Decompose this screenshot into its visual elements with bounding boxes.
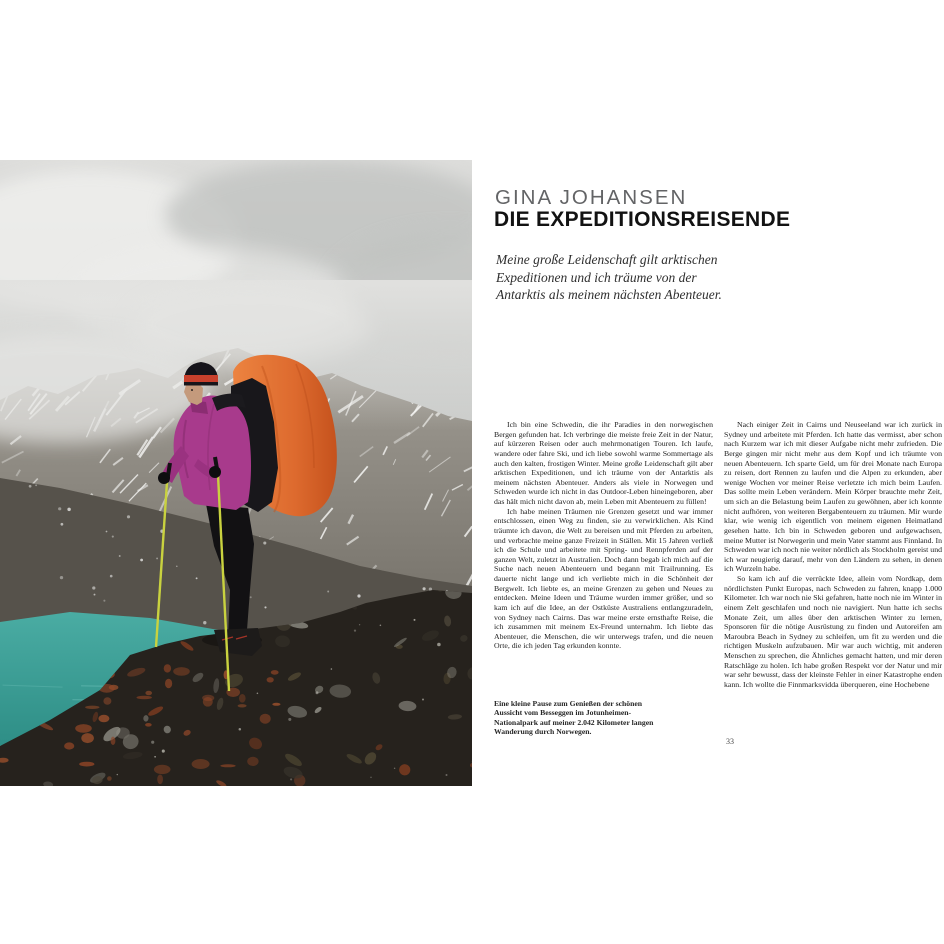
- left-glove: [158, 472, 170, 484]
- quote-line: Expeditionen und ich träume von der: [496, 269, 697, 285]
- body-paragraph: Ich habe meinen Träumen nie Grenzen gesetzt und war immer entschlossen, einen Weg zu finden, sie zu verwirklichen. Als Kind träumte ich davon, die Welt zu bereisen und mit Pferden zu arbeiten, und verbrachte meine ganze Freizeit in Ställen. Mit 15 Jahren verließ ich die Schule und arbeitete mit Spring- und Rennpferden auf der ganzen Welt, zuletzt in Australien. Doch dann begab ich mich auf die Suche nach neuen Abenteuern und begann mit Trailrunning. Es dauerte nicht lange und ich verliebte mich in die Schönheit der Bergwelt. Ich liebte es, an meine Grenzen zu gehen und Neues zu entdecken. Meine Ideen und Träume wurden immer größer, und so kam ich auf die Idee, an der Ostküste Australiens entlangzuradeln, von Sydney nach Cairns. Das war meine erste ernsthafte Reise, die ich zusammen mit meinem Ex-Freund unternahm. Ich liebte das Abenteuer, die Menschen, die wir unterwegs trafen, und die neuen Orte, die ich jeden Tag erkunden konnte.: [494, 506, 713, 651]
- intro-quote: [496, 251, 722, 304]
- quote-line: Antarktis als meinem nächsten Abenteuer.: [496, 287, 722, 302]
- body-paragraph: Nach einiger Zeit in Cairns und Neuseeland war ich zurück in Sydney und arbeitete mit Pferden. Ich hatte das vermisst, aber schon nach Kurzem war ich mit dieser Aufgabe nicht mehr zufrieden. Die Berge gingen mir nicht mehr aus dem Kopf und ich träumte von neuen Abenteuern. Ich sparte Geld, um für drei Monate nach Europa zu reisen, dort Rennen zu laufen und die Alpen zu erkunden, aber wenige Wochen vor meiner Reise verletzte ich mich beim Laufen. Das sollte mein Leben verändern. Mein Körper brauchte mehr Zeit, um sich an die Belastung beim Laufen zu gewöhnen, aber ich konnte nicht aufhören, von weiteren Bergabenteuern zu träumen. Mir wurde klar, wie wenig ich eigentlich von meinem eigenen Heimatland gesehen hatte. Ich bin in Schweden geboren und aufgewachsen, meine Mutter ist Norwegerin und mein Vater stammt aus Finnland. In Schweden war ich noch nie weiter nördlich als Stockholm gereist und ich war neugierig darauf, mehr von den Ländern zu sehen, in denen ich Wurzeln habe.: [724, 420, 942, 574]
- caption-line: Aussicht vom Besseggen im Jotunheimen-: [494, 708, 632, 718]
- quote-line: Meine große Leidenschaft gilt arktischen: [496, 252, 718, 267]
- beanie-brim: [184, 382, 218, 386]
- caption-line: Wanderung durch Norwegen.: [494, 727, 592, 737]
- boot: [214, 628, 262, 656]
- photo-caption: [494, 699, 653, 737]
- caption-line: Nationalpark auf meiner 2.042 Kilometer langen: [494, 717, 654, 727]
- eye: [191, 389, 193, 391]
- body-column-right: [724, 420, 942, 738]
- body-column-left: [494, 420, 713, 700]
- headband: [184, 375, 218, 382]
- right-glove: [209, 466, 221, 478]
- body-paragraph: So kam ich auf die verrückte Idee, allein vom Nordkap, dem nördlichsten Punkt Europas, nach Schweden zu fahren, knapp 1.000 Kilometer. Ich war noch nie Ski gefahren, hatte noch nie im Winter in einem Zelt geschlafen und noch nie navigiert. Nun hatte ich sechs Monate Zeit, um alles über den arktischen Winter zu lernen, Sponsoren für die nötige Ausrüstung zu finden und Autoreifen am Maroubra Beach in Sydney zu schleifen, um fit zu werden und die richtigen Muskeln aufzubauen. Mir war auch wichtig, mit anderen Menschen zu sprechen, die Ähnliches gemacht hatten, und mir deren Ratschläge zu holen. Ich habe großen Respekt vor der Natur und mir war sehr bewusst, dass der kleinste Fehler in einer Katastrophe enden kann. Ich wollte die Finnmarksvidda überqueren, eine Hochebene: [724, 574, 942, 689]
- caption-line: Eine kleine Pause zum Genießen der schönen: [494, 699, 643, 708]
- body-paragraph: Ich bin eine Schwedin, die ihr Paradies in den norwegischen Bergen gefunden hat. Ich verbringe die meiste freie Zeit in der Natur, auf kürzeren Reisen oder auch mehrmonatigen Touren. Ich laufe, wandere oder fahre Ski, und ich liebe sowohl warme Sommertage als auch den kalten, frostigen Winter. Meine große Leidenschaft gilt aber arktischen Expeditionen, und ich träume von der Antarktis als meinem nächsten Abenteuer. Anders als viele in Norwegen und Schweden wurde ich nicht in das Outdoor-Leben hineingeboren, aber das hält mich nicht davon ab, mein Leben mit Abenteuern zu füllen!: [494, 420, 713, 506]
- author-name: GINA JOHANSEN: [495, 186, 688, 209]
- left-page-photo: [0, 160, 472, 786]
- chapter-title: DIE EXPEDITIONSREISENDE: [494, 208, 791, 231]
- page-number: 33: [726, 737, 734, 746]
- hiker-photo-illustration: [0, 160, 472, 786]
